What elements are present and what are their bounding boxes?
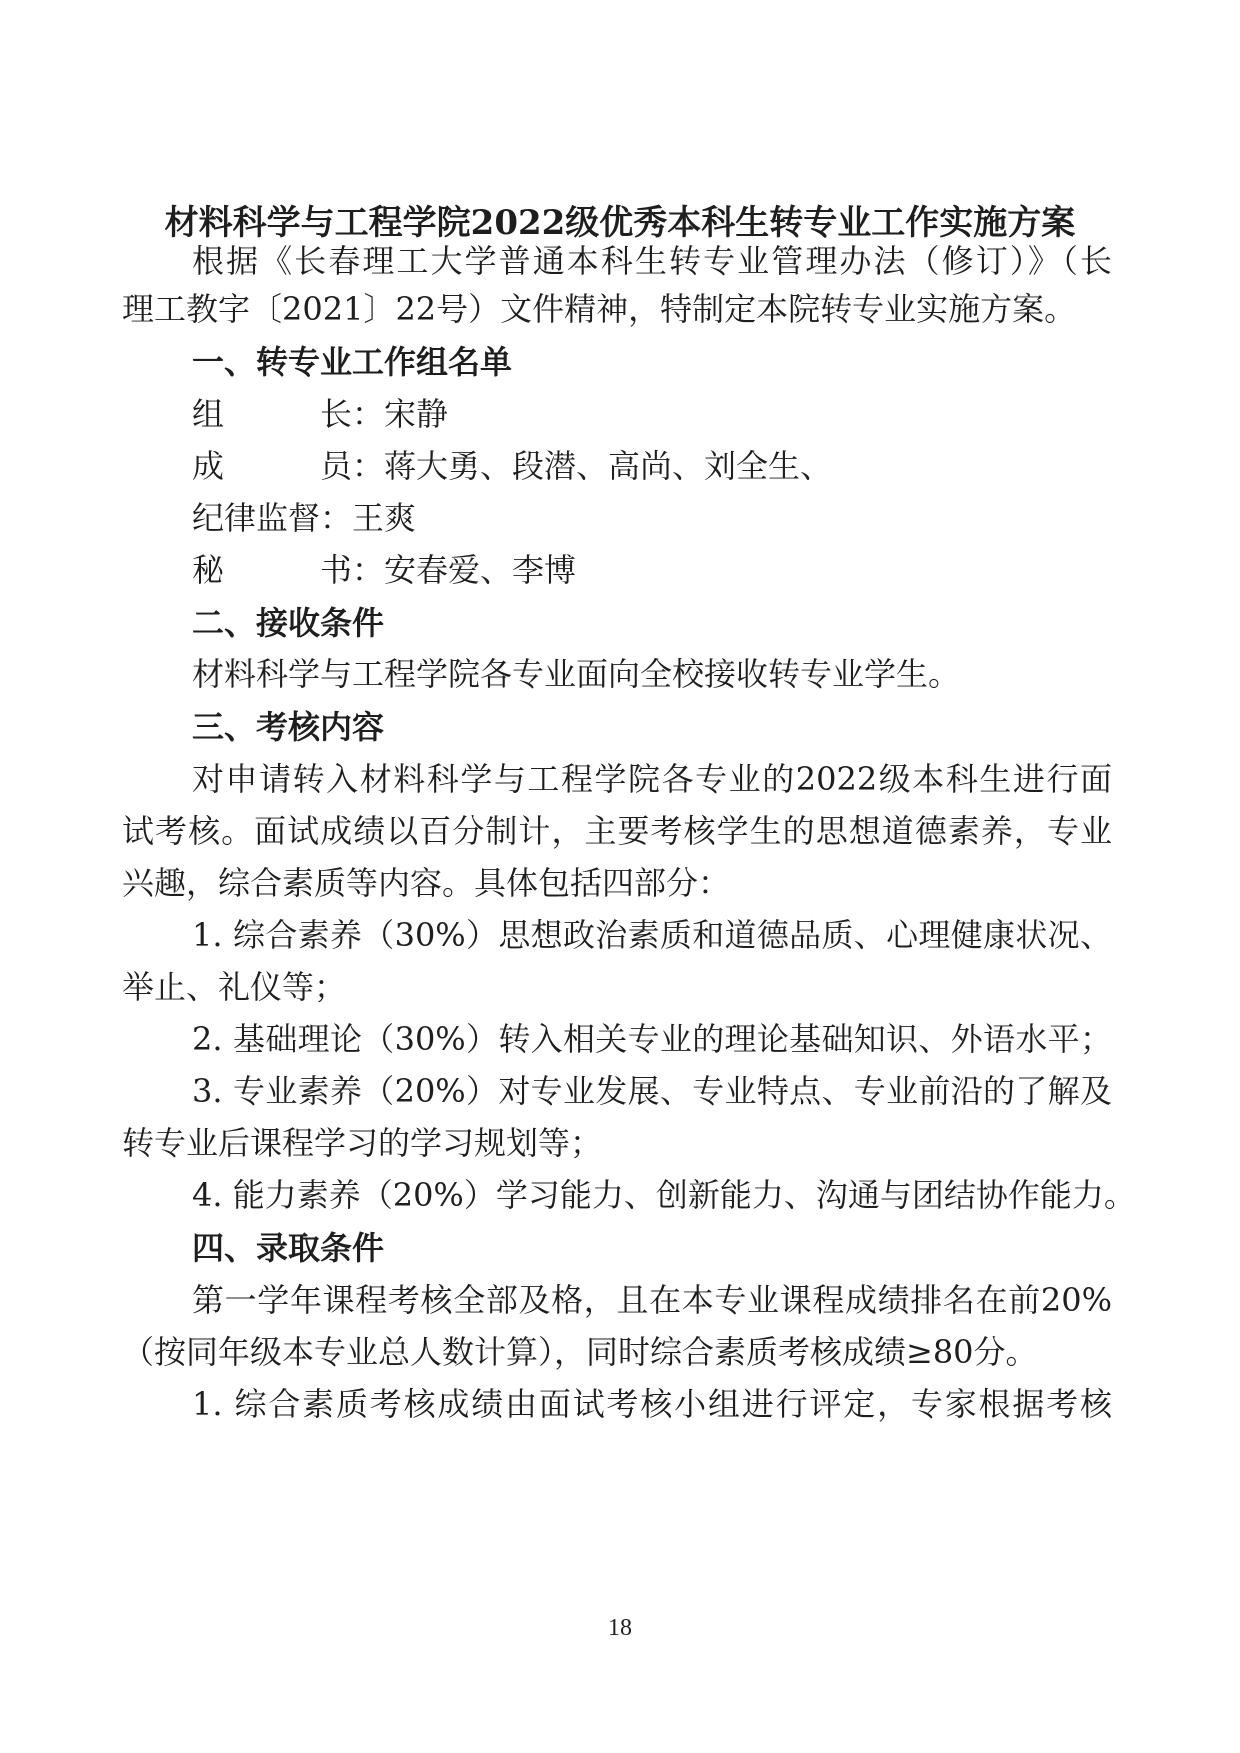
- section3-item3-line-2: 转专业后课程学习的学习规划等；: [122, 1124, 603, 1162]
- section3-para-line-2: 试考核。面试成绩以百分制计，主要考核学生的思想道德素养，专业: [122, 812, 1112, 850]
- leader-row: [192, 392, 1112, 436]
- leader-label-b: 长：: [320, 395, 385, 433]
- section3-item1-line-1: 1. 综合素养（30%）思想政治素质和道德品质、心理健康状况、: [192, 916, 1112, 954]
- section3-item4: 4. 能力素养（20%）学习能力、创新能力、沟通与团结协作能力。: [192, 1176, 1136, 1214]
- secretary-value: 安春爱、李博: [384, 551, 577, 589]
- secretary-label-a: 秘: [192, 551, 225, 589]
- section3-item2: 2. 基础理论（30%）转入相关专业的理论基础知识、外语水平；: [192, 1020, 1112, 1058]
- discipline-value: 王爽: [352, 499, 417, 537]
- section4-heading: 四、录取条件: [192, 1229, 385, 1267]
- secretary-label-b: 书：: [320, 551, 385, 589]
- section2-text: 材料科学与工程学院各专业面向全校接收转专业学生。: [192, 655, 961, 693]
- document-title: 材料科学与工程学院2022级优秀本科生转专业工作实施方案: [164, 203, 1076, 243]
- discipline-row: [192, 496, 1112, 540]
- section4-item1-line-1: 1. 综合素质考核成绩由面试考核小组进行评定，专家根据考核: [192, 1385, 1112, 1423]
- leader-label-a: 组: [192, 395, 225, 433]
- section4-para-line-1: 第一学年课程考核全部及格，且在本专业课程成绩排名在前20%: [192, 1281, 1112, 1319]
- page-number: 18: [608, 1615, 632, 1641]
- section1-heading: 一、转专业工作组名单: [192, 343, 513, 381]
- section3-para-line-3: 兴趣，综合素质等内容。具体包括四部分：: [122, 864, 731, 902]
- section3-para-line-1: 对申请转入材料科学与工程学院各专业的2022级本科生进行面: [192, 760, 1112, 798]
- members-label-b: 员：: [320, 447, 385, 485]
- section3-item1-line-2: 举止、礼仪等；: [122, 968, 347, 1006]
- members-row: [192, 444, 1112, 488]
- secretary-row: [192, 548, 1112, 592]
- intro-line-2: 理工教字〔2021〕22号）文件精神，特制定本院转专业实施方案。: [122, 290, 1077, 328]
- intro-line-1: 根据《长春理工大学普通本科生转专业管理办法（修订）》（长: [192, 242, 1112, 280]
- section3-item3-line-1: 3. 专业素养（20%）对专业发展、专业特点、专业前沿的了解及: [192, 1072, 1112, 1110]
- section4-para-line-2: （按同年级本专业总人数计算），同时综合素质考核成绩≥80分。: [122, 1333, 1038, 1371]
- section2-heading: 二、接收条件: [192, 604, 385, 642]
- section3-heading: 三、考核内容: [192, 708, 385, 746]
- discipline-label: 纪律监督：: [192, 499, 353, 537]
- members-value: 蒋大勇、段潜、高尚、刘全生、: [384, 447, 833, 485]
- leader-value: 宋静: [384, 395, 449, 433]
- members-label-a: 成: [192, 447, 225, 485]
